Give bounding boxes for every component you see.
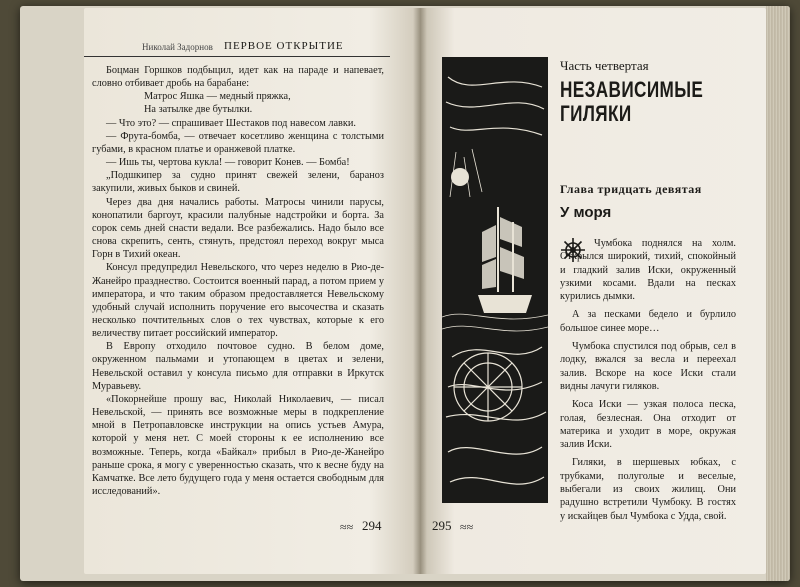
part-title-line-2: ГИЛЯКИ [560,101,632,126]
paragraph: — Ишь ты, чертова кукла! — говорит Конев. — Бомба! [106,157,350,169]
paragraph: Чумбока поднялся на холм. Открылся широкий, тихий, спокойный и гладкий залив Иски, окруженный узкими косами. Вдали на песках курились дымки. [560,238,736,303]
page-edges [766,6,790,581]
paragraph: Гиляки, в шершевых юбках, с трубками, полуголые и веселые, выбегали из своих жилищ. Они радушно встретили Чумбоку. В гостях у искайцев был Чумбока с Удда, свой. [560,457,736,522]
paragraph: Боцман Горшков подбыцил, идет как на параде и напевает, словно отбивает дробь на барабане: [92,65,384,90]
right-page-text [560,237,736,528]
page-ornament-right: ≈≈ [460,520,474,534]
paragraph: «Покорнейше прошу вас, Николай Николаевич, — писал Невельской, — принять все возможные меры в подкрепление мной в Петропавловске инструкции на опись устьев Амура, которой у меня нет. С моей стороны к ее исполнению все возможные. Теперь, когда «Байкал» прибыл в Рио-де-Жанейро раньше срока, я могу с уверенностью сказать, что к весне буду на Камчатке. Все лето будущего года у меня остается свободным для исследований». [92,393,384,497]
running-head [84,40,390,57]
chapter-label: Глава тридцать девятая [560,182,702,196]
verse-line: Матрос Яшка — медный пряжка, [144,91,291,103]
paragraph: Коса Иски — узкая полоса песка, голая, безлесная. Она отходит от материка и уходит в море, окружая залив Иски. [560,399,736,451]
book-gutter [413,8,427,574]
paragraph: — Что это? — спрашивает Шестаков под навесом лавки. [106,117,356,129]
part-title [560,78,743,126]
paragraph: „Подшкипер за судно принят свежей зелени, бараноз закупили, живых быков и свиней. [92,170,384,195]
paragraph: Через два дня начались работы. Матросы чинили парусы, конопатили баргоут, красили палубные надстройки и борта. За сорок семь дней снасти ведали. Все разбежались. Надо было все снова скрепить, сенть, стянуть, предстоял переход вокруг мыса Горн в Тихий океан. [92,196,384,261]
paragraph: Чумбока спустился под обрыв, сел в лодку, вжался за весла и переехал залив. Вскоре на косе Иски стали видны лачуги гиляков. [560,341,736,392]
ship-illustration [442,57,548,503]
paragraph: В Европу отходило почтовое судно. В белом доме, окруженном пальмами и утопающем в цветах и зелени, Невельской оставил у консула письмо для отправки в Иркутск Муравьеву. [92,341,384,392]
page-number-right: 295 [432,518,452,533]
page-ornament-left: ≈≈ [340,520,354,534]
page-number-left: 294 [362,518,382,533]
left-page-text [92,64,384,498]
running-head-author: Николай Задорнов [142,42,213,52]
paragraph: А за песками бедело и бурлило большое синее море… [560,309,736,334]
part-label: Часть четвертая [560,58,649,73]
running-head-title: ПЕРВОЕ ОТКРЫТИЕ [224,40,344,52]
chapter-title: У моря [560,204,612,221]
verse-line: На затылке две бутылки. [144,104,253,116]
part-title-line-1: НЕЗАВИСИМЫЕ [560,77,704,102]
paragraph: Консул предупредил Невельского, что через неделю в Рио-де-Жанейро празднество. Состоится военный парад, а потом прием у императора, и что таким образом предоставляется Невельскому удобный случай исполнить поручение его высочества и сказать несколько почтительных слов о тех чувствах, которые к его величеству питает российский император. [92,262,384,340]
paragraph: — Фрута-бомба, — отвечает косетливо женщина с толстыми губами, в красном платье и оранжевой платке. [92,130,384,155]
